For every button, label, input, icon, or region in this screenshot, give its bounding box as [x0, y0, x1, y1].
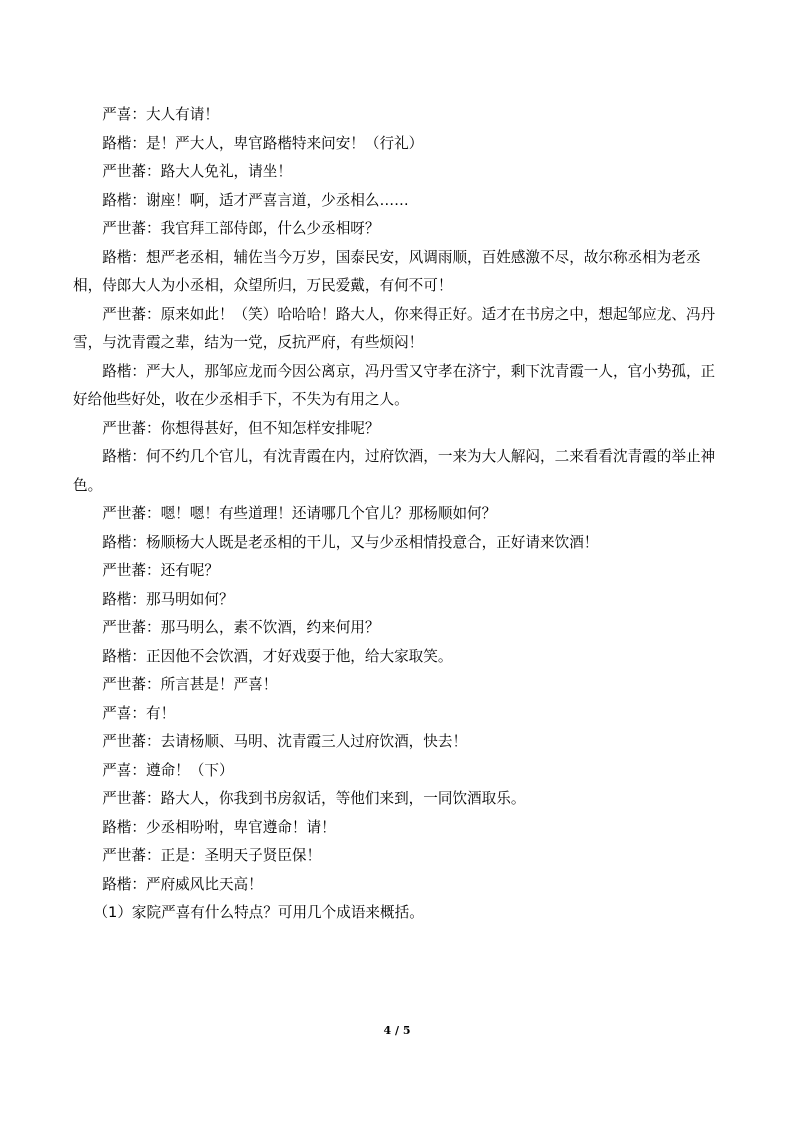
dialogue-line: 路楷：杨顺杨大人既是老丞相的干儿，又与少丞相情投意合，正好请来饮酒！: [102, 533, 599, 551]
dialogue-line: 严世蕃：还有呢？: [102, 562, 219, 579]
dialogue-line: 路楷：正因他不会饮酒，才好戏耍于他，给大家取笑。: [102, 647, 453, 665]
dialogue-line: 路楷：严府威风比天高！: [102, 875, 263, 893]
script-text: [73, 101, 721, 928]
question-text: （1）家院严喜有什么特点？可用几个成语来概括。: [93, 904, 424, 921]
dialogue-line: 路楷：严大人，那邹应龙而今因公离京，冯丹雪又守孝在济宁，剩下沈青霞一人，官小势孤，正好给他些好处，收在少丞相手下，不失为有用之人。: [73, 362, 716, 408]
page-number: 4 / 5: [383, 1024, 411, 1037]
dialogue-line: 路楷：何不约几个官儿，有沈青霞在内，过府饮酒，一来为大人解闷，二来看看沈青霞的举止神色。: [73, 448, 716, 494]
dialogue-line: 严世蕃：我官拜工部侍郎，什么少丞相呀？: [102, 220, 380, 237]
dialogue-line: 严世蕃：路大人，你我到书房叙话，等他们来到，一同饮酒取乐。: [102, 790, 526, 807]
dialogue-line: 严世蕃：你想得甚好，但不知怎样安排呢？: [102, 419, 380, 437]
dialogue-line: 路楷：谢座！啊，适才严喜言道，少丞相么……: [102, 191, 409, 209]
dialogue-line: 严世蕃：路大人免礼，请坐！: [102, 163, 292, 180]
question-item: [73, 899, 721, 928]
dialogue-line: 严喜：有！: [102, 704, 176, 722]
dialogue-line: 严世蕃：嗯！嗯！有些道理！还请哪几个官儿？那杨顺如何？: [102, 505, 497, 522]
dialogue-line: 严世蕃：那马明么，素不饮酒，约来何用？: [102, 619, 380, 636]
dialogue-line: 严世蕃：所言甚是！严喜！: [102, 676, 278, 693]
dialogue-line: 严喜：遵命！（下）: [102, 761, 234, 779]
dialogue-line: 路楷：是！严大人，卑官路楷特来问安！（行礼）: [102, 134, 424, 152]
dialogue-line: 严世蕃：正是：圣明天子贤臣保！: [102, 847, 322, 864]
dialogue-line: 严世蕃：原来如此！（笑）哈哈哈！路大人，你来得正好。适才在书房之中，想起邹应龙、冯丹雪，与沈青霞之辈，结为一党，反抗严府，有些烦闷！: [73, 305, 716, 351]
dialogue-line: 路楷：那马明如何？: [102, 590, 234, 608]
dialogue-line: 路楷：少丞相吩咐，卑官遵命！请！: [102, 818, 336, 836]
dialogue-line: 路楷：想严老丞相，辅佐当今万岁，国泰民安，风调雨顺，百姓感激不尽，故尔称丞相为老丞相，侍郎大人为小丞相，众望所归，万民爱戴，有何不可！: [73, 248, 701, 294]
dialogue-line: 严世蕃：去请杨顺、马明、沈青霞三人过府饮酒，快去！: [102, 733, 468, 750]
dialogue-line: 严喜：大人有请！: [102, 106, 219, 123]
